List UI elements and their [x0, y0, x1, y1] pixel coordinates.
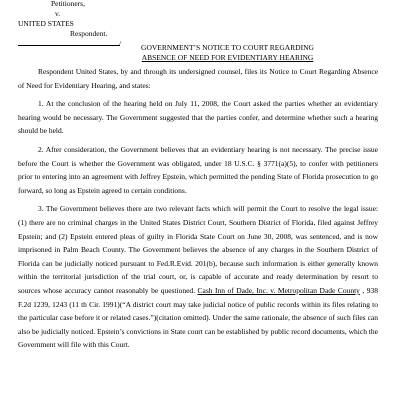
- paragraph-2: 2. After consideration, the Government believes that an evidentiary hearing is not necessary. The precise issue before the Court is whether the Government was obligated, under 18 U.S.C. § 3771(a)(5), to confer with petitioners prior to entering into an agreement with Jeffrey Epstein, which permitted the pending State of Florida prosecution to go forward, so long as Epstein agreed to certain conditions.: [18, 144, 378, 195]
- caption-divider: [18, 45, 120, 46]
- paragraph-3-continuation: , 938 F.2d 1239, 1243 (11 th Cir. 1991)(“A district court may take judicial notice of public records within its files relating to the particular case before it or related cases.”)(citation omitted). Under the same rationale, the absence of such files can also be judicially noticed. Epstein’s convictions in State court can be established by public record documents, which the Government will file with this Court.: [18, 285, 378, 350]
- caption-petitioners: Petitioners,: [51, 0, 85, 8]
- paragraph-intro: Respondent United States, by and through its undersigned counsel, files its Notice to Court Regarding Absence of Need for Evidentiary Hearing, and states:: [18, 67, 378, 90]
- caption-slash: /: [119, 39, 122, 48]
- document-title: [120, 43, 335, 63]
- case-caption: [18, 0, 128, 39]
- caption-united-states: UNITED STATES: [18, 19, 74, 28]
- document-body: [18, 65, 378, 352]
- title-line-1: GOVERNMENT’S NOTICE TO COURT REGARDING: [141, 43, 314, 52]
- paragraph-3-text: 3. The Government believes there are two relevant facts which will permit the Court to resolve the legal issue: (1) there are no criminal charges in the United States District Court, Southern District of Florida, filed against Jeffrey Epstein; and (2) Epstein entered pleas of guilty in Florida State Court on June 30, 2008, was sentenced, and is now imprisoned in Palm Beach County. The Government believes the absence of any charges in the Southern District of Florida can be judicially noticed pursuant to Fed.R.Evid. 201(b), because such information is either generally known within the territorial jurisdiction of the trial court, or, is capable of accurate and ready determination by resort to sources whose accuracy cannot reasonably be questioned.: [18, 204, 378, 295]
- caption-respondent: Respondent.: [70, 29, 108, 38]
- paragraph-1: 1. At the conclusion of the hearing held on July 11, 2008, the Court asked the parties whether an evidentiary hearing would be necessary. The Government suggested that the parties confer, and determine whether such a hearing should be held.: [18, 99, 378, 136]
- case-citation-name: Cash Inn of Dade, Inc. v. Metropolitan Dade County: [197, 285, 360, 295]
- caption-versus: v.: [55, 9, 61, 18]
- paragraph-3: [18, 202, 378, 352]
- title-line-2: ABSENCE OF NEED FOR EVIDENTIARY HEARING: [141, 53, 314, 62]
